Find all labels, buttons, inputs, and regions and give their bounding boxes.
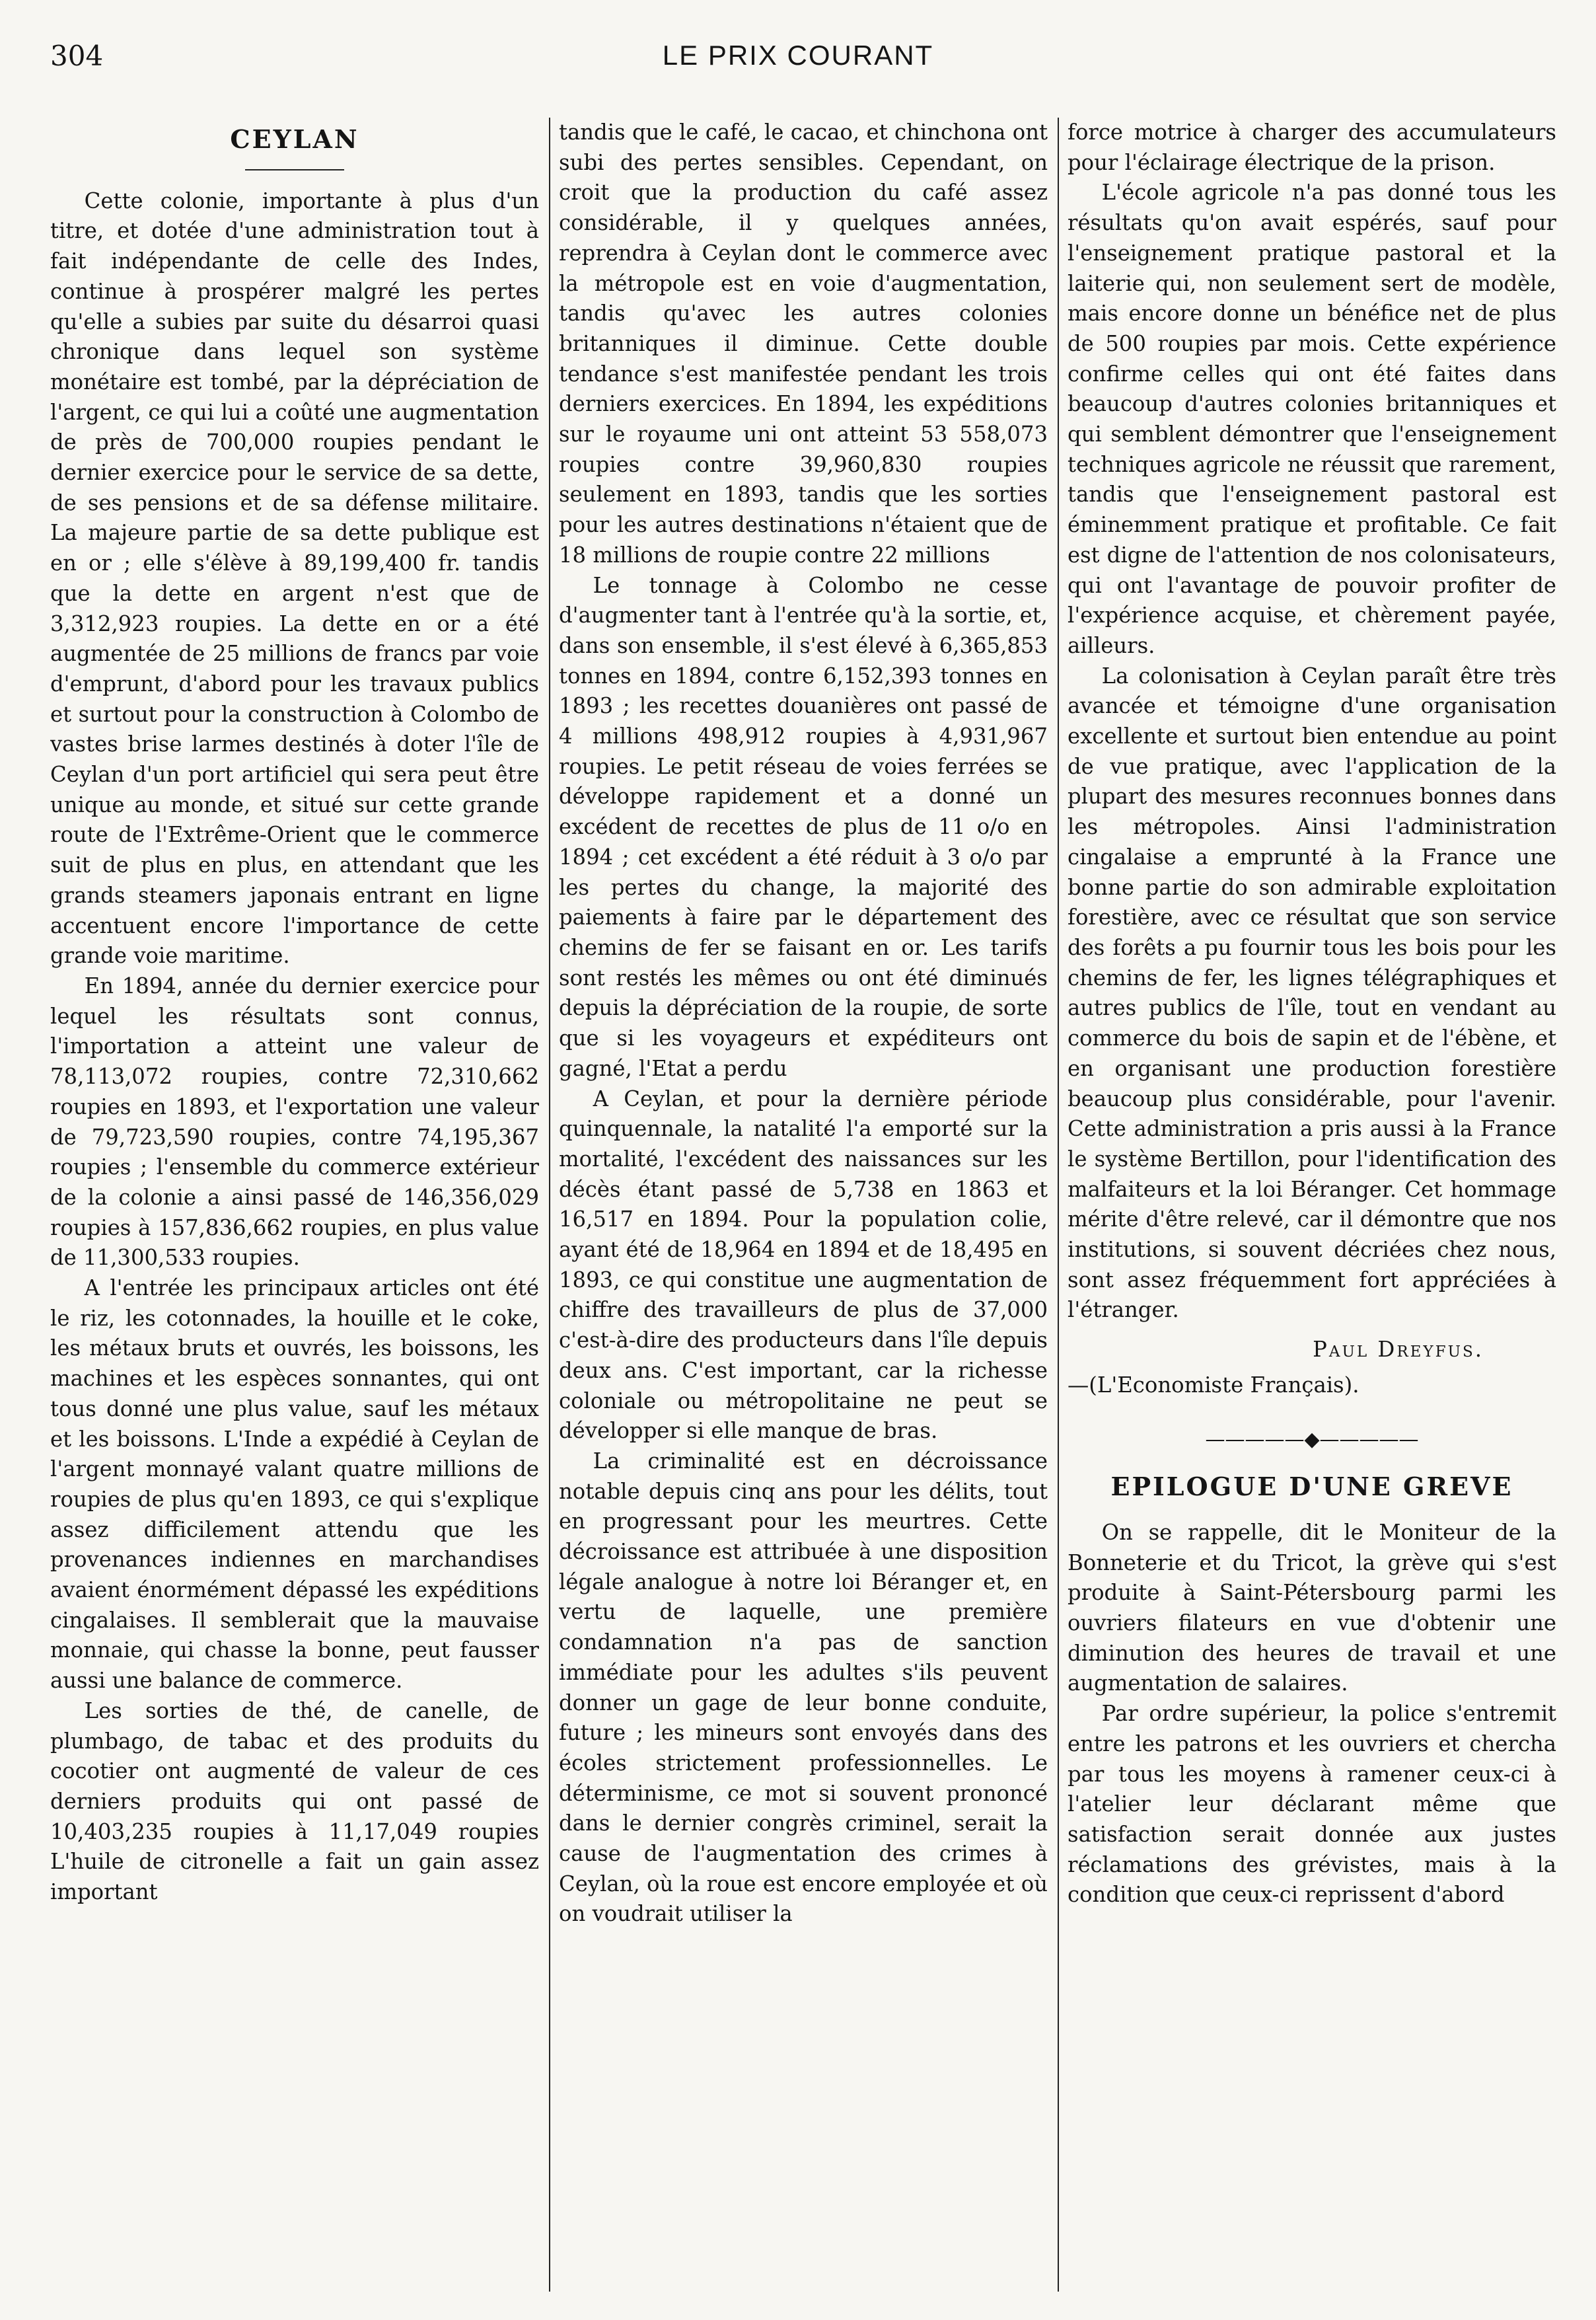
column-divider xyxy=(1058,118,1059,2292)
article-title: CEYLAN xyxy=(230,124,359,154)
paragraph: Le tonnage à Colombo ne cesse d'augmenter tant à l'entrée qu'à la sortie, et, dans son ensemble, il s'est élevé à 6,365,853 tonnes en 1894, contre 6,152,393 tonnes en 1893 ; les recettes douanières ont passé de 4 millions 498,912 roupies à 4,931,967 roupies. Le petit réseau de voies ferrées se développe rapidement et a donné un excédent de recettes de plus de 11 o/o en 1894 ; cet excédent a été réduit à 3 o/o par les pertes du change, la majorité des paiements à faire par le département des chemins de fer se faisant en or. Les tarifs sont restés les mêmes ou ont été diminués depuis la dépréciation de la roupie, de sorte que si les voyageurs et expéditeurs ont gagné, l'Etat a perdu xyxy=(559,572,1048,1081)
page-header xyxy=(50,40,1546,86)
article-title: EPILOGUE D'UNE GREVE xyxy=(1110,1472,1513,1502)
running-title: LE PRIX COURANT xyxy=(662,40,934,71)
title-rule xyxy=(245,169,344,170)
column-3 xyxy=(1068,118,1556,2292)
paragraph: Par ordre supérieur, la police s'entremit entre les patrons et les ouvriers et chercha par tous les moyens à ramener ceux-ci à l'atelier leur déclarant même que satisfaction serait donnée aux justes réclamations des grévistes, mais à la condition que ceux-ci reprissent d'abord xyxy=(1068,1701,1556,1908)
paragraph: L'école agricole n'a pas donné tous les résultats qu'on avait espérés, sauf pour l'enseignement pratique pastoral et la laiterie qui, non seulement sert de modèle, mais encore donne un bénéfice net de plus de 500 roupies par mois. Cette expérience confirme celles qui ont été faites dans beaucoup d'autres colonies britanniques et qui semblent démontrer que l'enseignement techniques agricole ne réussit que rarement, tandis que l'enseignement pastoral est éminemment pratique et profitable. Ce fait est digne de l'attention de nos colonisateurs, qui ont l'avantage de pouvoir profiter de l'expérience acquise, et chèrement payée, ailleurs. xyxy=(1068,180,1556,658)
source-citation: —(L'Economiste Français). xyxy=(1068,1372,1360,1398)
paragraph: Les sorties de thé, de canelle, de plumbago, de tabac et des produits du cocotier ont augmenté de valeur de ces derniers produits qui ont passé de 10,403,235 roupies à 11,17,049 roupies L'huile de citronelle a fait un gain assez important xyxy=(50,1698,539,1905)
author-signature: Paul Dreyfus. xyxy=(1313,1337,1484,1363)
paragraph: On se rappelle, dit le Moniteur de la Bonneterie et du Tricot, la grève qui s'est produite à Saint-Pétersbourg parmi les ouvriers filateurs en vue d'obtenir une diminution des heures de travail et une augmentation de salaires. xyxy=(1068,1519,1556,1696)
page-number: 304 xyxy=(50,40,104,72)
section-ornament: —————◆————— xyxy=(1205,1427,1419,1451)
text-columns xyxy=(50,118,1556,2292)
column-divider xyxy=(549,118,550,2292)
paragraph: Cette colonie, importante à plus d'un titre, et dotée d'une administration tout à fait indépendante de celle des Indes, continue à prospérer malgré les pertes qu'elle a subies par suite du désarroi quasi chronique dans lequel son système monétaire est tombé, par la dépréciation de l'argent, ce qui lui a coûté une augmentation de près de 700,000 roupies pendant le dernier exercice pour le service de sa dette, de ses pensions et de sa défense militaire. La majeure partie de sa dette publique est en or ; elle s'élève à 89,199,400 fr. tandis que la dette en argent n'est que de 3,312,923 roupies. La dette en or a été augmentée de 25 millions de francs par voie d'emprunt, d'abord pour les travaux publics et surtout pour la construction à Colombo de vastes brise larmes destinés à doter l'île de Ceylan d'un port artificiel qui sera peut être unique au monde, et situé sur cette grande route de l'Extrême-Orient que le commerce suit de plus en plus, en attendant que les grands steamers japonais entrant en ligne accentuent encore l'importance de cette grande voie maritime. xyxy=(50,188,539,969)
paragraph: tandis que le café, le cacao, et chinchona ont subi des pertes sensibles. Cependant, on croit que la production du café assez considérable, il y quelques années, reprendra à Ceylan dont le commerce avec la métropole est en voie d'augmentation, tandis qu'avec les autres colonies britanniques il diminue. Cette double tendance s'est manifestée pendant les trois derniers exercices. En 1894, les expéditions sur le royaume uni ont atteint 53 558,073 roupies contre 39,960,830 roupies seulement en 1893, tandis que les sorties pour les autres destinations n'étaient que de 18 millions de roupie contre 22 millions xyxy=(559,120,1048,568)
paragraph: force motrice à charger des accumulateurs pour l'éclairage électrique de la prison. xyxy=(1068,120,1556,175)
paragraph: En 1894, année du dernier exercice pour lequel les résultats sont connus, l'importation a atteint une valeur de 78,113,072 roupies, contre 72,310,662 roupies en 1893, et l'exportation une valeur de 79,723,590 roupies, contre 74,195,367 roupies ; l'ensemble du commerce extérieur de la colonie a ainsi passé de 146,356,029 roupies à 157,836,662 roupies, en plus value de 11,300,533 roupies. xyxy=(50,973,539,1271)
paragraph: La colonisation à Ceylan paraît être très avancée et témoigne d'une organisation excellente et surtout bien entendue au point de vue pratique, avec l'application de la plupart des mesures reconnues bonnes dans les métropoles. Ainsi l'administration cingalaise a emprunté à la France une bonne partie do son admirable exploitation forestière, avec ce résultat que son service des forêts a pu fournir tous les bois pour les chemins de fer, les lignes télégraphiques et autres publics de l'île, tout en vendant au commerce du bois de sapin et de l'ébène, et en organisant une production forestière beaucoup plus considérable, pour l'avenir. Cette administration a pris aussi à la France le système Bertillon, pour l'identification des malfaiteurs et la loi Béranger. Cet hommage mérite d'être relevé, car il démontre que nos institutions, si souvent décriées chez nous, sont assez fréquemment fort appréciées à l'étranger. xyxy=(1068,663,1556,1323)
column-1 xyxy=(50,118,539,2292)
column-2 xyxy=(559,118,1048,2292)
paragraph: A l'entrée les principaux articles ont été le riz, les cotonnades, la houille et le coke, les métaux bruts et ouvrés, les boissons, les machines et les espèces sonnantes, qui ont tous donné une plus value, sauf les métaux et les boissons. L'Inde a expédié à Ceylan de l'argent monnayé valant quatre millions de roupies de plus qu'en 1893, ce qui s'explique assez difficilement attendu que les provenances indiennes en marchandises avaient énormément dépassé les expéditions cingalaises. Il semblerait que la mauvaise monnaie, qui chasse la bonne, peut fausser aussi une balance de commerce. xyxy=(50,1275,539,1694)
paragraph: A Ceylan, et pour la dernière période quinquennale, la natalité l'a emporté sur la mortalité, l'excédent des naissances sur les décès étant passé de 5,738 en 1863 et 16,517 en 1894. Pour la population colie, ayant été de 18,964 en 1894 et de 18,495 en 1893, ce qui constitue une augmentation de chiffre des travailleurs de plus de 37,000 c'est-à-dire des producteurs dans l'île depuis deux ans. C'est important, car la richesse coloniale ou métropolitaine ne peut se développer si elle manque de bras. xyxy=(559,1086,1048,1444)
paragraph: La criminalité est en décroissance notable depuis cinq ans pour les délits, tout en progressant pour les meurtres. Cette décroissance est attribuée à une disposition légale analogue à notre loi Béranger et, en vertu de laquelle, une première condamnation n'a pas de sanction immédiate pour les adultes s'ils peuvent donner un gage de leur bonne conduite, future ; les mineurs sont envoyés dans des écoles strictement professionnelles. Le déterminisme, ce mot si souvent prononcé dans le dernier congrès criminel, serait la cause de l'augmentation des crimes à Ceylan, où la roue est encore employée et où on voudrait utiliser la xyxy=(559,1448,1048,1927)
